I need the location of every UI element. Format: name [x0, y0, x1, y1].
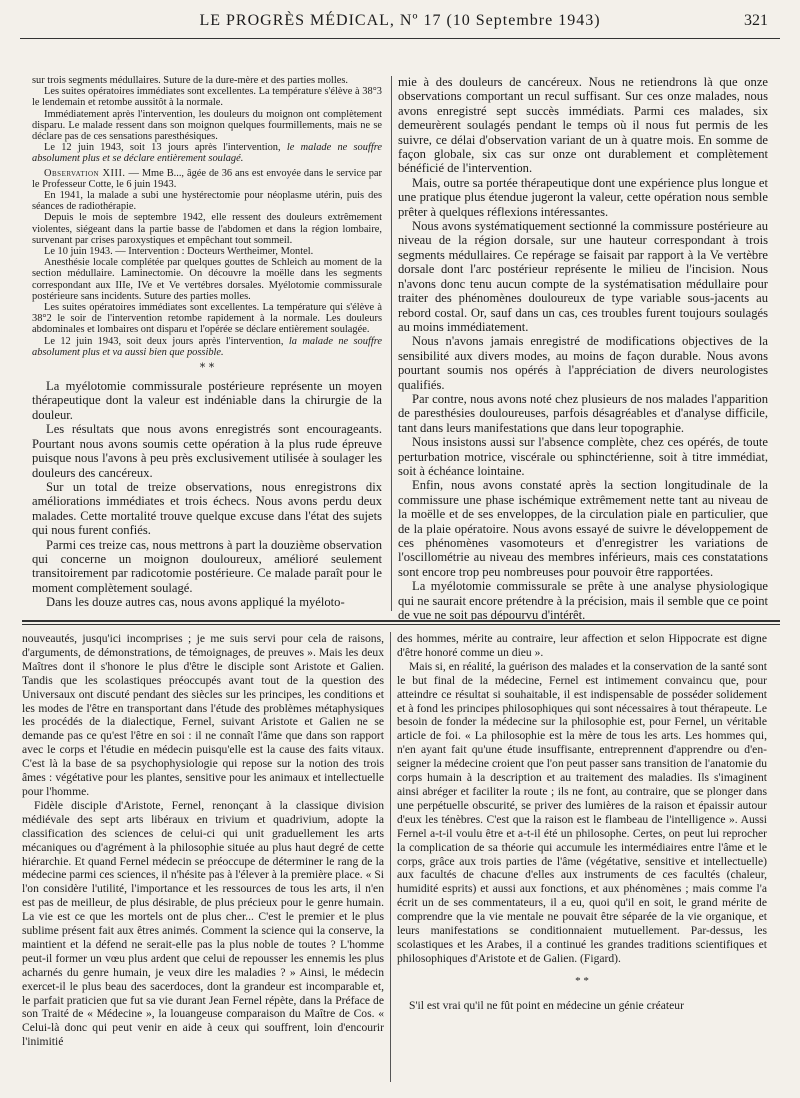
paragraph: Le 12 juin 1943, soit deux jours après l'intervention, la malade ne souffre absolument plus et va aussi bien que possible. — [32, 335, 382, 358]
section-rule — [22, 620, 780, 622]
paragraph: Parmi ces treize cas, nous mettrons à part la douzième observation qui concerne un moignon douloureux, amélioré seulement transitoirement par radicotomie postérieure. Ce malade paraît pour le moment complètement soulagé. — [32, 537, 382, 595]
column-top-left — [32, 75, 382, 615]
page-number: 321 — [744, 12, 768, 29]
paragraph: Les résultats que nous avons enregistrés sont encourageants. Pourtant nous avons soumis cette opération à la plus rude épreuve puisque nous l'avons à peu près exclusivement utilisée à soulager les douleurs des cancéreux. — [32, 422, 382, 480]
paragraph: mie à des douleurs de cancéreux. Nous ne retiendrons là que onze observations comportant un recul suffisant. Sur ces onze malades, nous avons enregistré sept succès immédiats. Parmi ces malades, six demeurèrent soulagés pendant le temps où il nous fut permis de les suivre, ce délai d'observation variant de un à quatre mois. En somme de façon globale, six cas sur onze ont durablement et complètement bénéficié de l'intervention. — [398, 75, 768, 176]
paragraph: Nous avons systématiquement sectionné la commissure postérieure au niveau de la région dorsale, sur une hauteur correspondant à trois segments médullaires. Ce repérage se faisait par rapport à la Ve vertèbre dorsale dont l'arc postérieur représente le milieu de l'incision. Nous n'avons donc tenu aucun compte de la systématisation médullaire pour traiter des phénomènes douloureux de type variable sous-jacents au rebord costal. Or, sauf dans un cas, ces troubles furent toujours soulagés au moins immédiatement. — [398, 219, 768, 334]
paragraph: Dans les douze autres cas, nous avons appliqué la myéloto- — [46, 595, 345, 610]
paragraph: Immédiatement après l'intervention, les douleurs du moignon ont complètement disparu. Le malade ressent dans son moignon quelques fourmillements, mais ne se déclare pas de ces sensations paresthésiques. — [32, 108, 382, 143]
paragraph: Le 12 juin 1943, soit 13 jours après l'intervention, le malade ne souffre absolument plus et se déclare entièrement soulagé. — [32, 142, 382, 165]
paragraph: Fidèle disciple d'Aristote, Fernel, renonçant à la classique division médiévale des sept arts libéraux en trivium et quadrivium, adopte la classification des sciences de celui-ci qui unit graduellement les arts mécaniques ou d'agrément à la philosophie située au plus haut degré de cette hiérarchie. Et quand Fernel médecin se préoccupe de déterminer le rang de la médecine parmi ces sciences, il n'hésite pas à l'élever à la première place. « Si l'on considère l'utilité, l'importance et les ressources de tous les arts, il n'en est pas de meilleur, de plus désirable, de plus précieux pour le genre humain. La vie est ce que les mortels ont de plus cher... C'est le premier et le plus sublime présent fait aux êtres animés. Comment la science qui la conserve, la maintient et la défend ne serait-elle pas la plus noble de toutes ? L'homme peut-il former un vœu plus ardent que celui de repousser les ennemis les plus acharnés du genre humain, je veux dire les maladies ? » Ainsi, le médecin exercet-il le plus beau des sacerdoces, dont la grandeur est incomparable et, le parfait praticien que fut sa vie durant Jean Fernel répète, dans la Préface de son Traité de « Médecine », la louangeuse comparaison du Maître de Cos. « Celui-là donc qui peut venir en aide à ceux qui souffrent, loin d'encourir l'inimitié — [22, 798, 384, 1049]
column-divider-bottom — [390, 632, 391, 1082]
section-separator: * * — [575, 974, 589, 987]
paragraph: Nous insistons aussi sur l'absence complète, chez ces opérés, de toute perturbation motrice, viscérale ou sphinctérienne, soit à titre immédiat, soit à échéance lointaine. — [398, 435, 768, 478]
paragraph: Nous n'avons jamais enregistré de modifications objectives de la sensibilité aux divers modes, au moins de façon durable. Nous avons pourtant soumis nos opérés à l'appréciation de divers neurologistes qualifiés. — [398, 334, 768, 392]
column-divider — [391, 76, 392, 611]
conclusion-text — [32, 379, 382, 610]
section-separator: * * — [199, 361, 215, 375]
header-rule — [20, 38, 780, 39]
column-top-right — [398, 75, 768, 623]
paragraph: Enfin, nous avons constaté après la section longitudinale de la commissure une phase ischémique extrêmement nette tant au niveau de la moëlle et de ses enveloppes, de la circulation piale en particulier, que de la plaie opératoire. Nous avons essayé de suivre le développement de ces phénomènes vasomoteurs et d'enregistrer les variations de l'oscillométrie au niveau des membres inférieurs, mais ces constatations sont encore trop peu nombreuses pour pouvoir être rapportées. — [398, 478, 768, 579]
paragraph: La myélotomie commissurale se prête à une analyse physiologique qui ne saurait encore prétendre à la précision, mais il semble que ce point de vue ne soit pas dépourvu d'intérêt. — [398, 579, 768, 623]
paragraph: Sur un total de treize observations, nous enregistrons dix améliorations immédiates et trois échecs. Nous avons perdu deux malades. Cette mortalité trouve quelque excuse dans l'état des sujets qui nous furent confiés. — [32, 479, 382, 538]
paragraph: Mais, outre sa portée thérapeutique dont une expérience plus longue et une pratique plus étendue jugeront la valeur, cette opération nous semble prêter à quelques réflexions intéressantes. — [398, 175, 768, 219]
paragraph: nouveautés, jusqu'ici incomprises ; je me suis servi pour cela de raisons, d'arguments, de démonstrations, de témoignages, de preuves ». Mais les deux Maîtres dont il s'honore le plus d'être le disciple sont Aristote et Galien. Tandis que les scolastiques préoccupés avant tout de la question des Universaux ont discuté pendant des siècles sur les principes, les conditions et les modes de l'être en transportant dans l'étude des problèmes métaphysiques les procédés de la dialectique, Fernel, suivant Aristote et Galien ne se demande pas ce qu'est l'être en soi : il ne connaît l'âme que dans son rapport avec le corps et l'étudie en médecin puisqu'elle est la cause des faits vitaux. C'est là la base de sa psychophysiologie qui repose sur la notion des trois âmes : végétative pour les plantes, sensitive pour les animaux et intellectuelle pour l'homme. — [22, 632, 384, 798]
paragraph: sur trois segments médullaires. Suture de la dure-mère et des parties molles. — [32, 75, 348, 86]
case-notes — [32, 75, 382, 358]
paragraph: Mais si, en réalité, la guérison des malades et la conservation de la santé sont le but final de la médecine, Fernel est intimement convaincu que, pour atteindre ce résultat si souhaitable, il est indispensable de posséder solidement et à fond les principes philosophiques qui sont nécessaires à tout thérapeute. Le besoin de fonder la médecine sur la philosophie est, pour Fernel, un véritable article de foi. « La philosophie est la mère de tous les arts. Les hommes qui, n'en ayant fait qu'une étude insuffisante, entreprennent d'apprendre ou d'enseigner la médecine croient que l'on peut passer sans transition de l'anatomie du corps humain à la description et au traitement des maladies. Ils s'imaginent ainsi abréger et faciliter la route ; ils ne font, au contraire, que se plonger dans une perpétuelle obscurité, se priver des lumières de la raison et épaissir autour d'eux les ténèbres. C'est que la raison est le flambeau de l'intelligence ». Aussi Fernel a-t-il voulu être et a-t-il été un philosophe. Certes, on peut lui reprocher la complication de sa théorie qui accumule les intermédiaires entre l'âme et le corps, grâce aux trois parties de l'âme (végétative, sensitive et intellectuelle) aux facultés de chacune d'elles aux instruments de ces facultés (chaleur, humidité esprits) et aussi aux fonctions, et aux phénomènes ; mais comme l'a écrit un de ses commentateurs, il a eu, quoi qu'il en soit, le grand mérite de comprendre que la vie mentale ne pouvait être séparée de la vie organique, et leurs manifestations se conditionnaient mutuellement. Par-dessus, les scolastiques et les Arabes, il a continué les grandes traditions scientifiques et philosophiques d'Aristote et de Galien. (Figard). — [397, 659, 767, 965]
paragraph: S'il est vrai qu'il ne fût point en médecine un génie créateur — [409, 998, 684, 1012]
column-bottom-left — [22, 632, 384, 1090]
journal-title: LE PROGRÈS MÉDICAL, Nº 17 (10 Septembre 1943) — [199, 12, 601, 29]
paragraph: Les suites opératoires immédiates sont excellentes. La température qui s'élève à 38°2 le soir de l'intervention retombe rapidement à la normale. Les douleurs abdominales et lombaires ont disparu et l'opérée se déclare entièrement soulagée. — [32, 302, 382, 336]
paragraph: Par contre, nous avons noté chez plusieurs de nos malades l'apparition de paresthésies douloureuses, parfois désagréables et d'analyse difficile, tant dans leurs manifestations que dans leur topographie. — [398, 391, 768, 435]
section-rule-thin — [22, 624, 780, 625]
paragraph: La myélotomie commissurale postérieure représente un moyen thérapeutique dont la valeur est indéniable dans la chirurgie de la douleur. — [32, 379, 382, 422]
paragraph: Le 10 juin 1943. — Intervention : Docteurs Wertheimer, Montel. — [44, 246, 314, 258]
column-bottom-right — [397, 632, 767, 1090]
observation-heading: Observation XIII. — Mme B..., âgée de 36 ans est envoyée dans le service par le Professeur Cotte, le 6 juin 1943. — [32, 167, 382, 190]
paragraph: En 1941, la malade a subi une hystérectomie pour néoplasme utérin, puis des séances de radiothérapie. — [32, 190, 382, 213]
paragraph: des hommes, mérite au contraire, leur affection et selon Hippocrate est digne d'être honoré comme un dieu ». — [397, 632, 767, 659]
paragraph: Anesthésie locale complétée par quelques gouttes de Schleich au moment de la section médullaire. Laminectomie. On découvre la moëlle dans les segments correspondant aux IIIe, IVe et Ve vertébres dorsales. Myélotomie commissurale postérieure sans incidents. Suture des parties molles. — [32, 257, 382, 302]
paragraph: Les suites opératoires immédiates sont excellentes. La température s'élève à 38°3 le lendemain et retombe aussitôt à la normale. — [32, 86, 382, 109]
page-header — [20, 12, 780, 38]
paragraph: Depuis le mois de septembre 1942, elle ressent des douleurs extrêmement violentes, siégeant dans la partie basse de l'abdomen et dans la région lombaire, survenant par crises paroxystiques et empêchant tout sommeil. — [32, 212, 382, 246]
